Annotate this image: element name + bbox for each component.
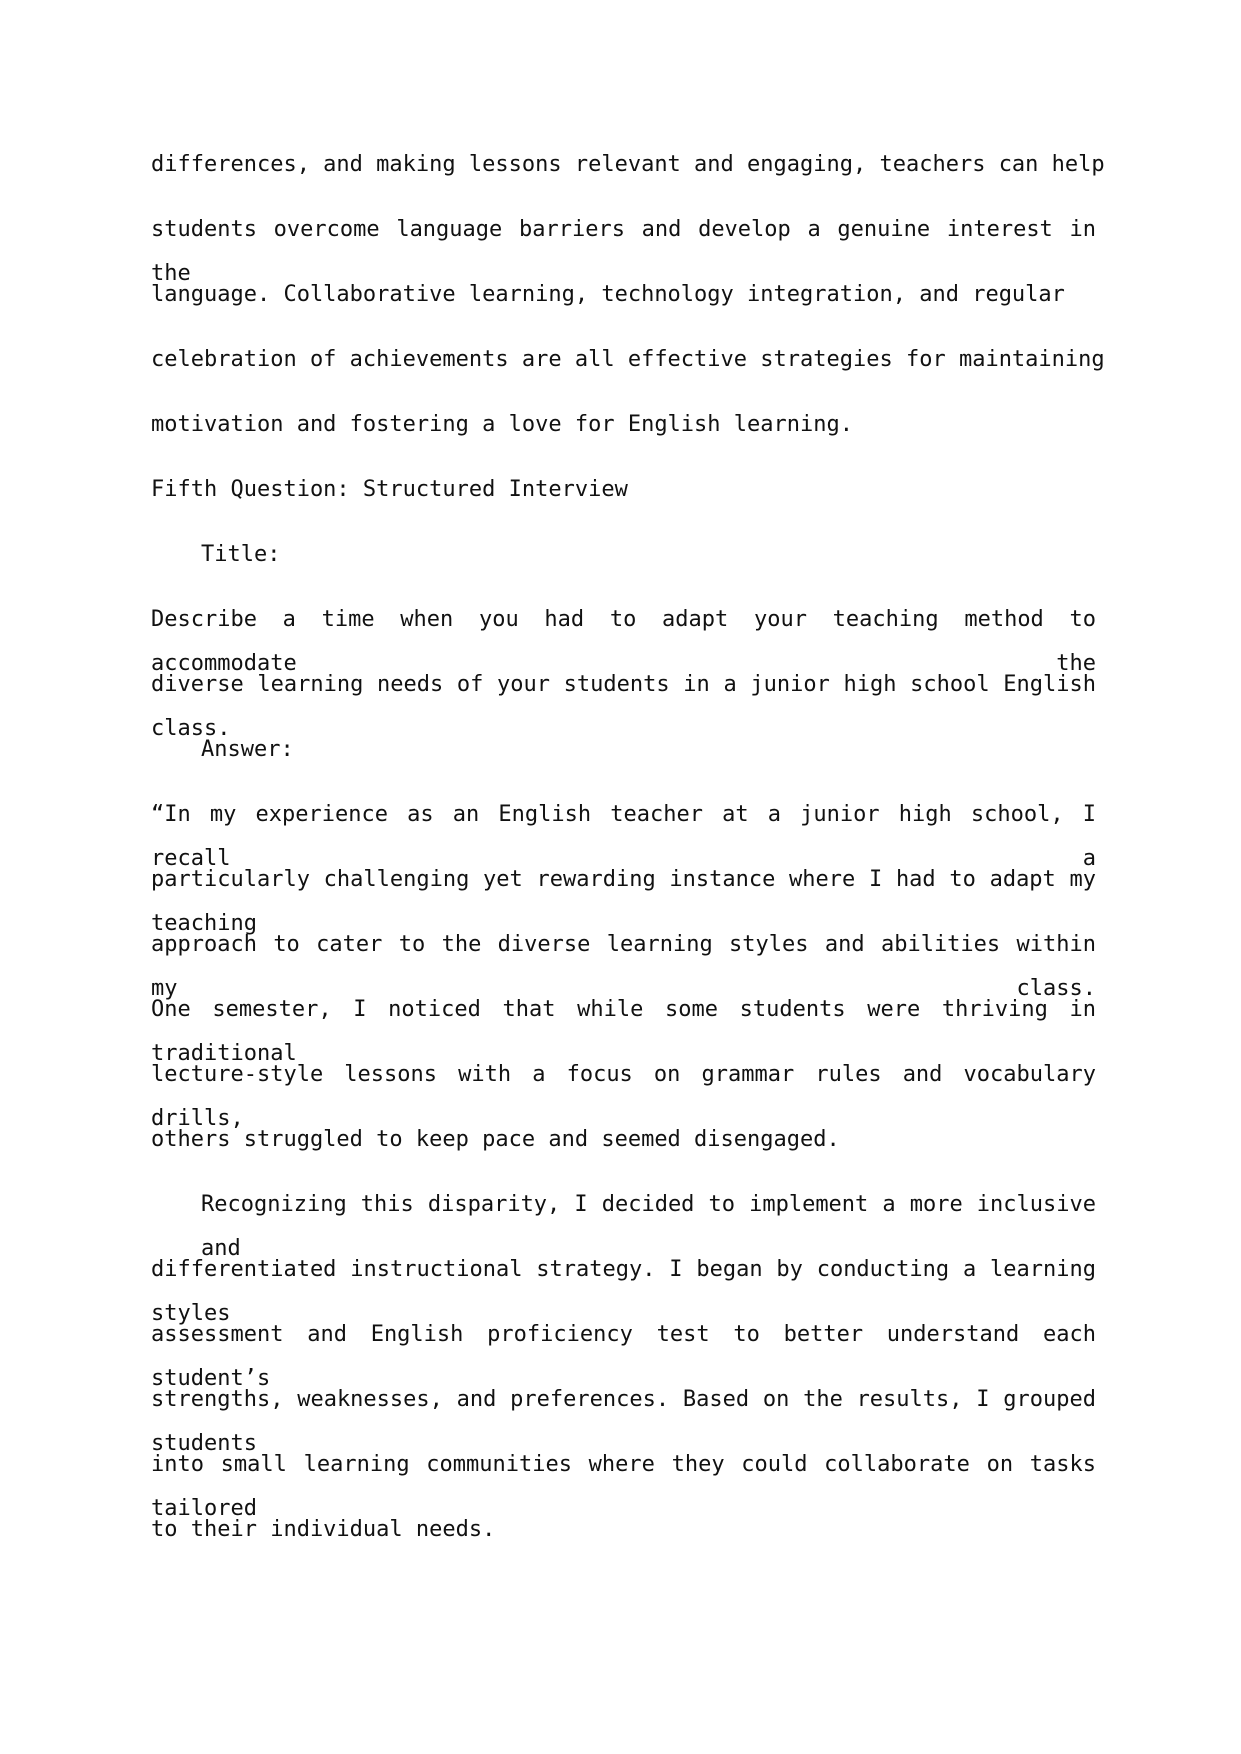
- text-line: Describe a time when you had to adapt your teaching method to accommodate the: [151, 607, 1096, 676]
- text-line: Title:: [201, 542, 281, 567]
- text-line: One semester, I noticed that while some students were thriving in traditional: [151, 997, 1096, 1066]
- text-line: motivation and fostering a love for English learning.: [151, 412, 853, 437]
- text-line: to their individual needs.: [151, 1517, 496, 1542]
- text-line: “In my experience as an English teacher at a junior high school, I recall a: [151, 802, 1096, 871]
- text-line: others struggled to keep pace and seemed disengaged.: [151, 1127, 840, 1152]
- text-line: language. Collaborative learning, technology integration, and regular: [151, 282, 1065, 307]
- text-line: Recognizing this disparity, I decided to implement a more inclusive and: [201, 1192, 1096, 1261]
- text-line: Fifth Question: Structured Interview: [151, 477, 628, 502]
- text-line: particularly challenging yet rewarding instance where I had to adapt my teaching: [151, 867, 1096, 936]
- text-line: assessment and English proficiency test to better understand each student’s: [151, 1322, 1096, 1391]
- text-line: celebration of achievements are all effective strategies for maintaining: [151, 347, 1105, 372]
- text-line: strengths, weaknesses, and preferences. Based on the results, I grouped students: [151, 1387, 1096, 1456]
- text-line: diverse learning needs of your students in a junior high school English class.: [151, 672, 1096, 741]
- body-text: [151, 143, 1105, 1573]
- text-line: lecture-style lessons with a focus on grammar rules and vocabulary drills,: [151, 1062, 1096, 1131]
- text-line: students overcome language barriers and develop a genuine interest in the: [151, 217, 1096, 286]
- text-line: differentiated instructional strategy. I began by conducting a learning styles: [151, 1257, 1096, 1326]
- text-line: into small learning communities where they could collaborate on tasks tailored: [151, 1452, 1096, 1521]
- text-line: approach to cater to the diverse learning styles and abilities within my class.: [151, 932, 1096, 1001]
- text-line: differences, and making lessons relevant and engaging, teachers can help: [151, 152, 1105, 177]
- text-line: Answer:: [201, 737, 294, 762]
